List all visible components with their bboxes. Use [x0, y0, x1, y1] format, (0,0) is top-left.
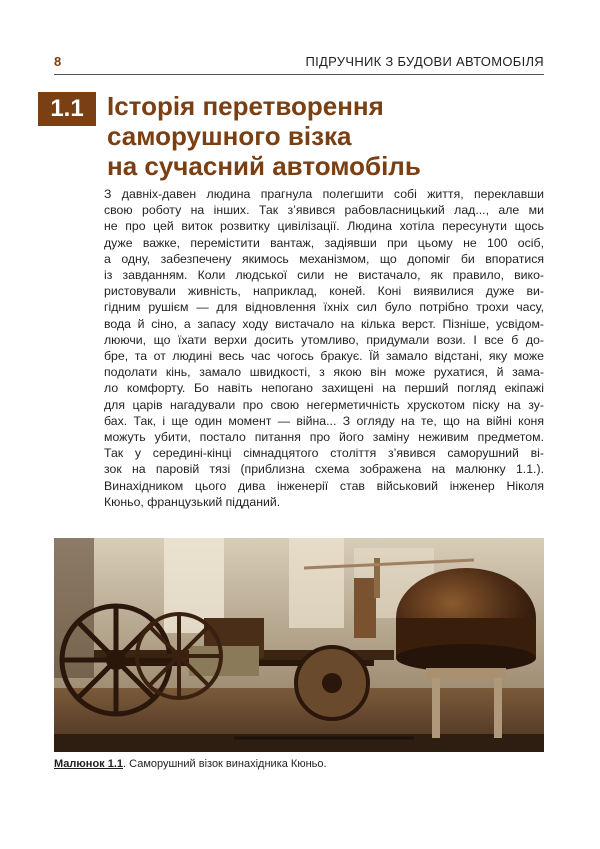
body-line: З давніх-давен людина прагнула полегшити собі життя, переклавши — [104, 187, 544, 201]
section-number-badge: 1.1 — [38, 92, 96, 126]
body-line: Так у середині-кінці сімнадцятого століття з’явився саморушний ві- — [104, 446, 544, 461]
figure-caption-text: . Саморушний візок винахідника Кюньо. — [123, 758, 327, 770]
body-line: зок на паровій тязі (приблизна схема зображена на малюнку 1.1.). — [104, 462, 544, 477]
body-line: вода й сіно, а запасу ходу вистачало на кілька верст. Пізніше, усвідом- — [104, 316, 544, 331]
section-title-line: на сучасний автомобіль — [107, 151, 421, 181]
body-line: гідним рушієм — для відновлення їхніх сил було потрібно трохи часу, — [104, 300, 544, 315]
cugnot-steam-wagon-photo — [54, 538, 544, 752]
body-line: для царів нагадували про свою негерметичність хрускотом піску на зу- — [104, 397, 544, 412]
figure-caption-label: Малюнок 1.1 — [54, 758, 124, 770]
body-line: можуть убити, постало питання про його заміну неживим предметом. — [104, 430, 544, 445]
section-title-line: саморушного візка — [107, 121, 352, 151]
body-line: ристовували живність, наприклад, коней. Коні виявилися дуже ви- — [104, 284, 544, 299]
section-title — [107, 91, 547, 181]
body-line: дуже важке, перемістити вантаж, задіявши при цьому не 100 осіб, — [104, 235, 544, 250]
running-header — [54, 50, 544, 75]
body-line: Кюньо, французький підданий. — [104, 494, 281, 509]
body-line: Винахідником цього дива інженерії став військовий інженер Ніколя — [104, 478, 544, 493]
body-line: свою роботу на інших. Так з’явився рабовласницький лад..., але ми — [104, 203, 544, 218]
section-title-line: Історія перетворення — [107, 91, 384, 121]
body-paragraph — [104, 186, 544, 510]
figure-caption — [54, 758, 327, 770]
body-line: бре, та от людині весь час чогось бракує. Їй замало відстані, яку може — [104, 349, 544, 364]
body-line: бах. Так, і ще один момент — війна... З огляду на те, що на війні коня — [104, 413, 544, 428]
page-number: 8 — [54, 54, 62, 69]
body-line: а одну, забезпечену якимось механізмом, що допоміг би впоратися — [104, 251, 544, 266]
body-line: люючи, що їхати верхи досить утомливо, придумали вози. І все б до- — [104, 332, 544, 347]
body-line: із завданням. Коли людської сили не вистачало, як правило, вико- — [104, 268, 544, 283]
body-line: подолати кінь, замало швидкості, з якою він може рухатися, й зама- — [104, 365, 544, 380]
photo-illustration — [54, 538, 544, 752]
body-line: ло комфорту. Бо навіть непогано захищені на перший погляд екіпажі — [104, 381, 544, 396]
body-line: не про цей виток розвитку цивілізації. Людина хотіла пересунути щось — [104, 219, 544, 234]
book-title: ПІДРУЧНИК З БУДОВИ АВТОМОБІЛЯ — [305, 54, 544, 69]
